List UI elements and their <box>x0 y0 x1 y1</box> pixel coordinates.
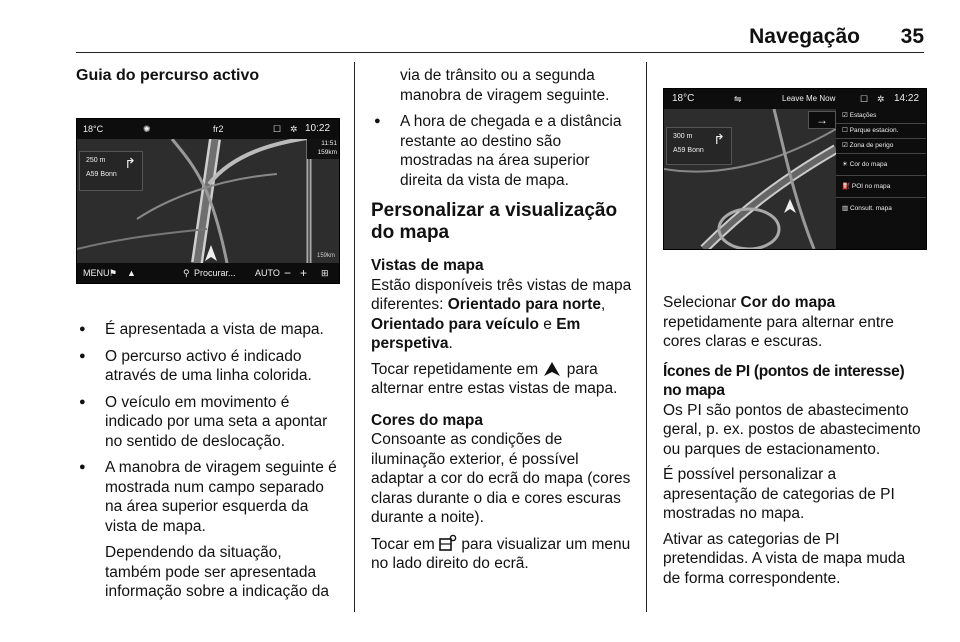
status-bar <box>664 89 926 109</box>
search-icon[interactable]: ⚲ <box>183 268 190 278</box>
paragraph: Tocar repetidamente em para alternar entre estas vistas de mapa. <box>371 360 618 397</box>
paragraph: Estão disponíveis três vistas de mapa diferentes: Orientado para norte, Orientado para veículo e Em perspetiva. <box>371 276 632 352</box>
section-title: Guia do percurso activo <box>76 67 260 84</box>
turn-distance: 300 m <box>673 133 693 140</box>
navigation-screenshot <box>76 118 340 284</box>
temperature: 18°C <box>83 124 104 134</box>
zoom-out-icon[interactable]: − <box>284 266 292 280</box>
bottom-bar <box>77 263 339 283</box>
menu-item-parking[interactable]: ☐ Parque estacion. <box>836 124 926 139</box>
status-center: Leave Me Now <box>782 94 836 103</box>
paragraph: Ativar as categorias de PI pretendidas. A vista de mapa muda de forma correspondente. <box>663 530 906 587</box>
checkbox-icon: ☐ <box>842 127 848 134</box>
menu-item-map-color[interactable]: ☀ Cor do mapa <box>836 154 926 176</box>
phone-icon: ☐ <box>273 124 282 134</box>
menu-item-stations[interactable]: ☑ Estações <box>836 109 926 124</box>
map-view[interactable] <box>664 109 836 249</box>
subheading: Cores do mapa <box>371 411 483 429</box>
paragraph: Consoante as condições de iluminação exterior, é possível adaptar a cor do ecrã do mapa (cores claras durante o dia e cores escuras durante a noite). <box>371 431 631 526</box>
eta-time: 11:51 <box>321 140 337 147</box>
map-menu-icon <box>439 534 457 552</box>
paragraph: É possível personalizar a apresentação de categorias de PI mostradas no mapa. <box>663 466 895 522</box>
usb-icon: ⇋ <box>734 94 742 104</box>
paragraph: Selecionar Cor do mapa repetidamente para alternar entre cores claras e escuras. <box>663 294 894 350</box>
page-header <box>0 0 960 58</box>
header-rule <box>76 52 924 53</box>
map-view[interactable] <box>77 139 339 263</box>
section-heading: Personalizar a visualização do mapa <box>371 200 618 243</box>
column-1-body <box>76 320 338 602</box>
gear-icon: ✲ <box>877 94 885 104</box>
turn-right-arrow-icon: ↱ <box>124 155 136 171</box>
map-side-menu <box>836 109 926 249</box>
distance-scale: 159km <box>316 253 335 259</box>
gear-icon: ✲ <box>290 124 298 134</box>
temperature: 18°C <box>672 93 695 104</box>
column-divider <box>646 62 647 612</box>
zoom-auto-button[interactable]: AUTO <box>255 268 280 278</box>
column-divider <box>354 62 355 612</box>
page-number: 35 <box>900 25 924 48</box>
clock: 10:22 <box>305 123 331 134</box>
list-item: ● É apresentada a vista de mapa. <box>76 320 338 340</box>
list-item: ● O veículo em movimento é indicado por uma seta a apontar no sentido de deslocação. <box>76 393 338 452</box>
zoom-in-icon[interactable]: + <box>300 266 308 280</box>
menu-button[interactable]: MENU <box>83 268 110 278</box>
menu-item-poi[interactable]: ⛽ POI no mapa <box>836 176 926 198</box>
turn-road: A59 Bonn <box>673 147 704 154</box>
map-icon: ▥ <box>842 205 849 212</box>
chapter-title: Navegação <box>749 25 860 48</box>
menu-item-danger-zone[interactable]: ☑ Zona de perigo <box>836 139 926 154</box>
subheading: Vistas de mapa <box>371 257 484 274</box>
sun-icon: ☀ <box>842 161 848 168</box>
navigation-arrow-icon <box>542 361 562 377</box>
map-menu-icon[interactable]: ⊞ <box>321 268 329 278</box>
view-mode-icon[interactable]: ▲ <box>127 268 136 278</box>
clock: 14:22 <box>894 93 920 104</box>
list-item: ● O percurso activo é indicado através de uma linha colorida. <box>76 347 338 386</box>
paragraph: Dependendo da situação, também pode ser apresentada informação sobre a indicação da <box>105 544 330 600</box>
menu-item-view-map[interactable]: ▥ Consult. mapa <box>842 205 892 212</box>
turn-right-arrow-icon: ↱ <box>713 131 725 147</box>
close-menu-arrow-icon[interactable]: → <box>808 111 836 129</box>
phone-icon: ☐ <box>860 94 869 104</box>
next-turn-box <box>666 127 732 165</box>
next-turn-box <box>79 151 143 191</box>
column-3-body <box>663 293 925 588</box>
search-field[interactable]: Procurar... <box>194 268 236 278</box>
flag-icon[interactable]: ⚑ <box>109 268 118 278</box>
settings-dot-icon: ✺ <box>143 124 151 134</box>
checkbox-checked-icon: ☑ <box>842 112 848 119</box>
checkbox-checked-icon: ☑ <box>842 142 848 149</box>
poi-icon: ⛽ <box>842 183 851 190</box>
status-bar <box>77 119 339 139</box>
subheading: Ícones de PI (pontos de interesse) no mapa <box>663 362 905 399</box>
eta-box <box>307 139 339 159</box>
list-item: ● A hora de chegada e a distância restante ao destino são mostradas na área superior direita da vista de mapa. <box>371 112 633 190</box>
map-menu-screenshot <box>663 88 927 250</box>
list-item: ● A manobra de viragem seguinte é mostrada num campo separado na área superior esquerda da vista de mapa. <box>76 458 338 536</box>
column-2 <box>371 66 633 574</box>
paragraph: via de trânsito ou a segunda manobra de viragem seguinte. <box>400 67 610 104</box>
paragraph: Os PI são pontos de abastecimento geral, p. ex. postos de abastecimento ou parques de estacionamento. <box>663 401 921 458</box>
turn-distance: 250 m <box>86 157 106 164</box>
column-1 <box>76 62 338 86</box>
status-center: fr2 <box>213 124 224 134</box>
paragraph: Tocar em para visualizar um menu no lado direito do ecrã. <box>371 535 631 572</box>
remaining-distance: 159km <box>317 149 337 156</box>
turn-road: A59 Bonn <box>86 171 117 178</box>
